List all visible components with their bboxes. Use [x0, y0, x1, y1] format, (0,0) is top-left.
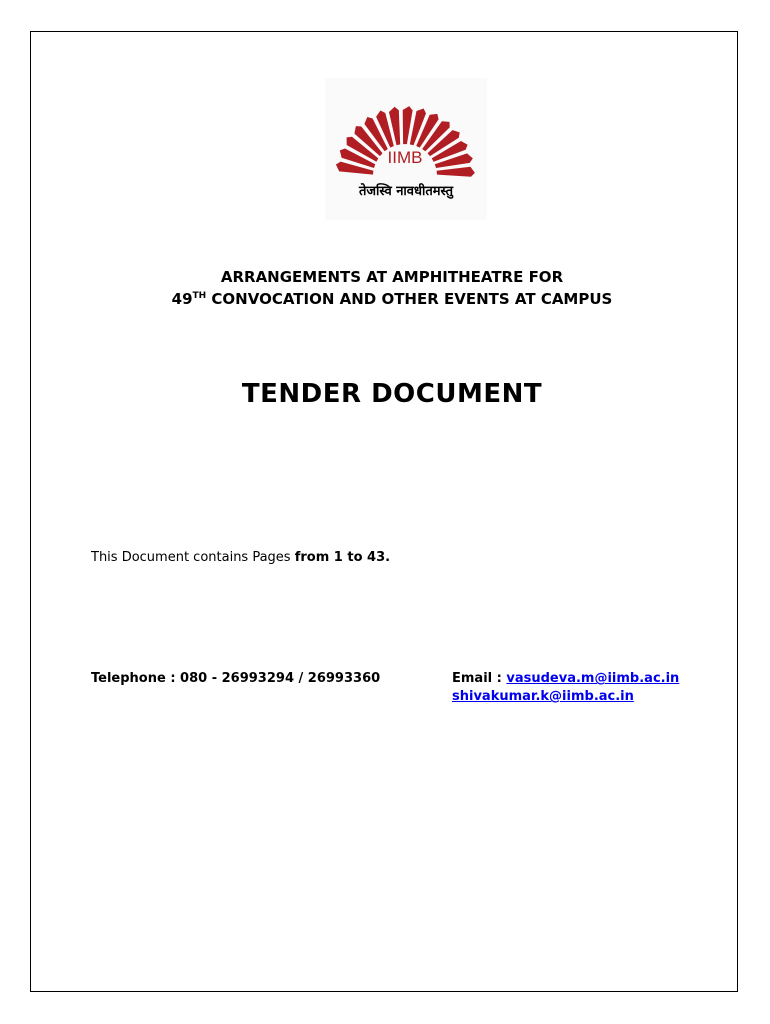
page-count-note: [91, 549, 390, 567]
page-range: from 1 to 43.: [294, 550, 391, 565]
email-line-2: [452, 688, 679, 706]
logo-motto: तेजस्वि नावधीतमस्तु: [358, 184, 454, 199]
email-line-1: [452, 670, 679, 688]
subject-line-2-rest: CONVOCATION AND OTHER EVENTS AT CAMPUS: [206, 290, 613, 308]
ordinal-suffix: TH: [192, 291, 207, 301]
email-link-shivakumar[interactable]: shivakumar.k@iimb.ac.in: [452, 689, 634, 704]
subject-line-1: ARRANGEMENTS AT AMPHITHEATRE FOR: [220, 268, 564, 286]
iimb-logo-graphic: [325, 78, 487, 220]
document-title: TENDER DOCUMENT: [241, 379, 543, 409]
telephone: Telephone : 080 - 26993294 / 26993360: [91, 671, 381, 686]
subject-line-2: [60, 288, 724, 310]
email-link-vasudeva[interactable]: vasudeva.m@iimb.ac.in: [506, 671, 680, 686]
logo-ray: [437, 167, 475, 177]
iimb-logo: [325, 78, 487, 220]
convocation-number: 49: [171, 290, 193, 308]
logo-wordmark: IIMB: [387, 148, 423, 167]
tender-subject: [60, 266, 724, 310]
email-label: Email :: [452, 671, 507, 686]
page-count-prefix: This Document contains Pages: [91, 550, 295, 565]
email-contacts: [452, 670, 679, 706]
